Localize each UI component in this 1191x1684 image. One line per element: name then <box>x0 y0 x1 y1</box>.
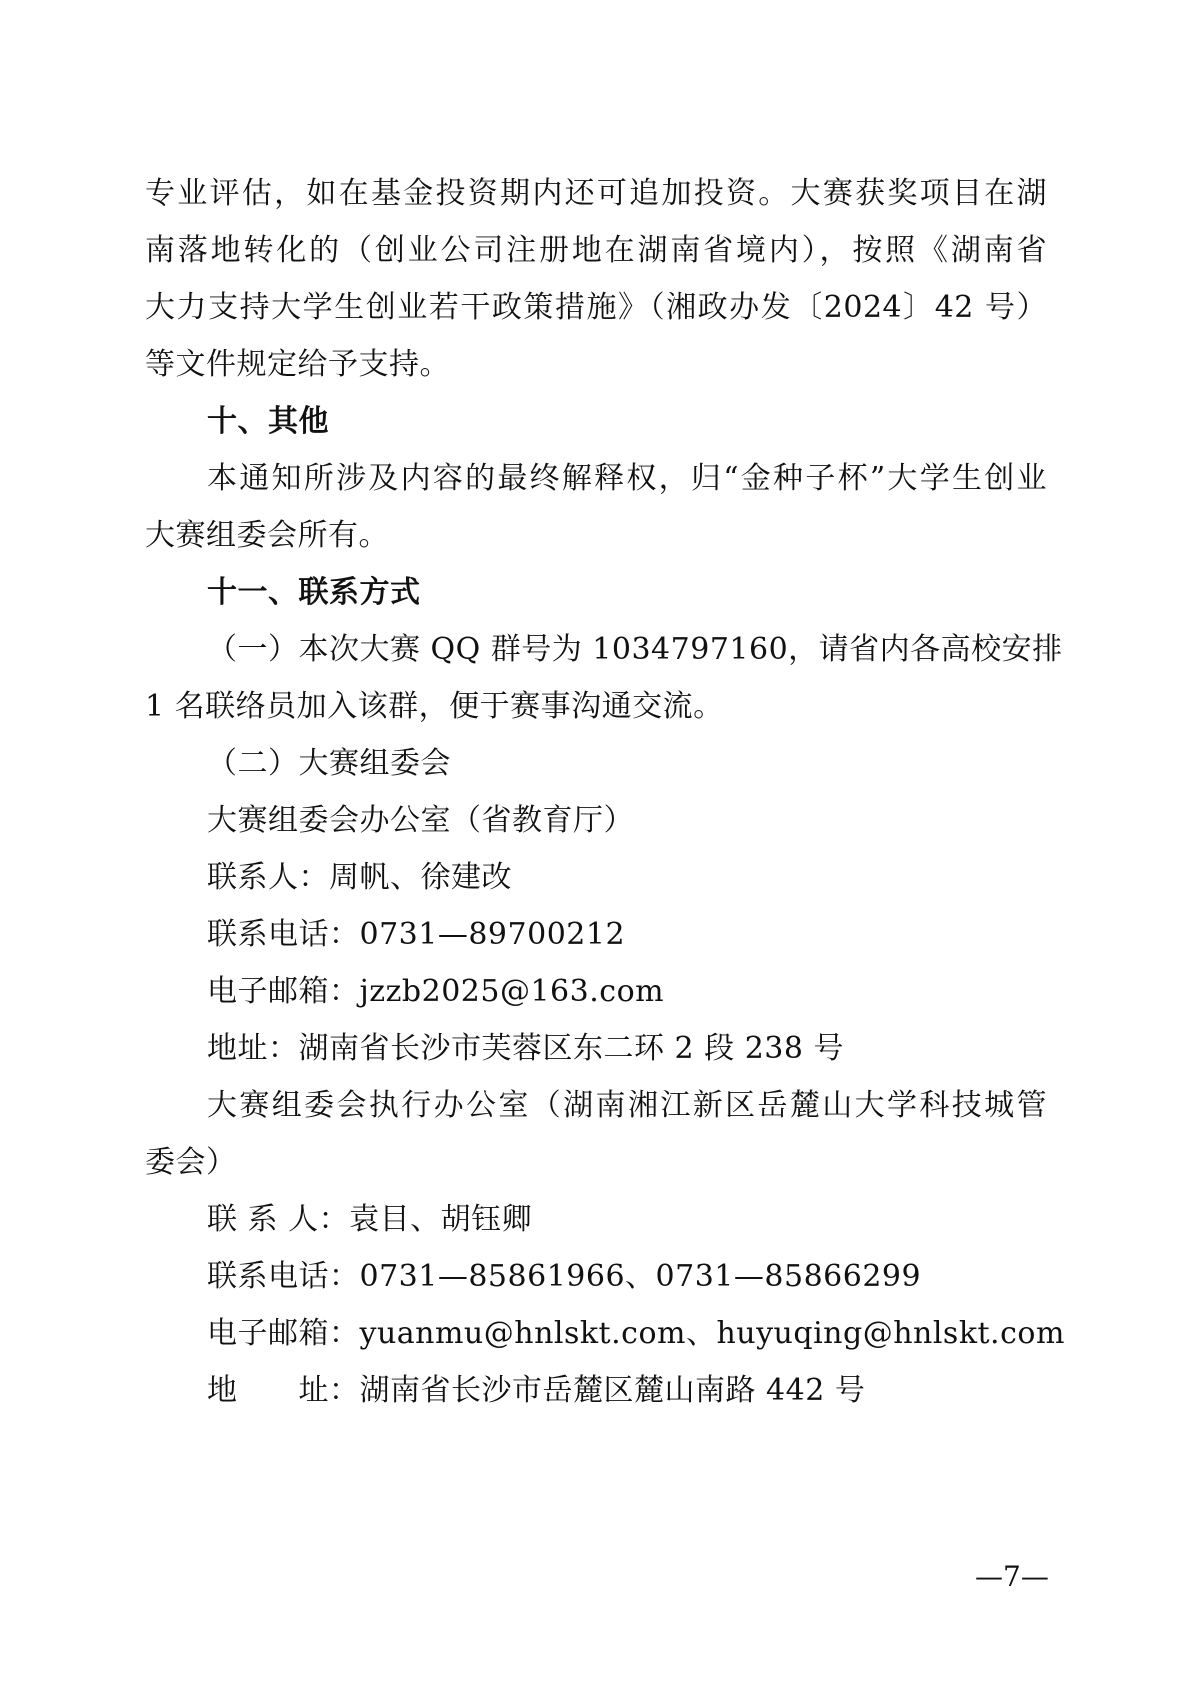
contact-email: 电子邮箱：jzzb2025@163.com <box>207 974 665 1009</box>
contact-address: 地 址：湖南省长沙市岳麓区麓山南路 442 号 <box>207 1373 866 1408</box>
contact-item-line: 1 名联络员加入该群，便于赛事沟通交流。 <box>145 689 724 724</box>
page-number: —7— <box>975 1560 1049 1593</box>
contact-subheading: （二）大赛组委会 <box>207 746 451 781</box>
contact-address: 地址：湖南省长沙市芙蓉区东二环 2 段 238 号 <box>207 1031 844 1066</box>
office-name: 大赛组委会执行办公室（湖南湘江新区岳麓山大学科技城管 <box>207 1088 1047 1123</box>
office-name-continued: 委会） <box>145 1145 237 1180</box>
paragraph-line: 等文件规定给予支持。 <box>145 347 450 382</box>
paragraph-line: 大赛组委会所有。 <box>145 518 389 553</box>
contact-phone: 联系电话：0731—89700212 <box>207 917 626 952</box>
paragraph-line: 南落地转化的（创业公司注册地在湖南省境内），按照《湖南省 <box>145 233 1047 268</box>
paragraph-line: 本通知所涉及内容的最终解释权，归“金种子杯”大学生创业 <box>207 461 1047 496</box>
contact-person: 联系人：周帆、徐建改 <box>207 860 512 895</box>
section-heading-contact: 十一、联系方式 <box>207 575 421 610</box>
section-heading-other: 十、其他 <box>207 404 329 439</box>
paragraph-line: 大力支持大学生创业若干政策措施》（湘政办发〔2024〕42 号） <box>145 290 1047 325</box>
contact-person: 联 系 人：袁目、胡钰卿 <box>207 1202 533 1237</box>
office-name: 大赛组委会办公室（省教育厅） <box>207 803 634 838</box>
paragraph-line: 专业评估，如在基金投资期内还可追加投资。大赛获奖项目在湖 <box>145 176 1047 211</box>
contact-phone: 联系电话：0731—85861966、0731—85866299 <box>207 1259 922 1294</box>
contact-email: 电子邮箱：yuanmu@hnlskt.com、huyuqing@hnlskt.com <box>207 1316 1065 1351</box>
contact-item-line: （一）本次大赛 QQ 群号为 1034797160，请省内各高校安排 <box>207 632 1063 667</box>
